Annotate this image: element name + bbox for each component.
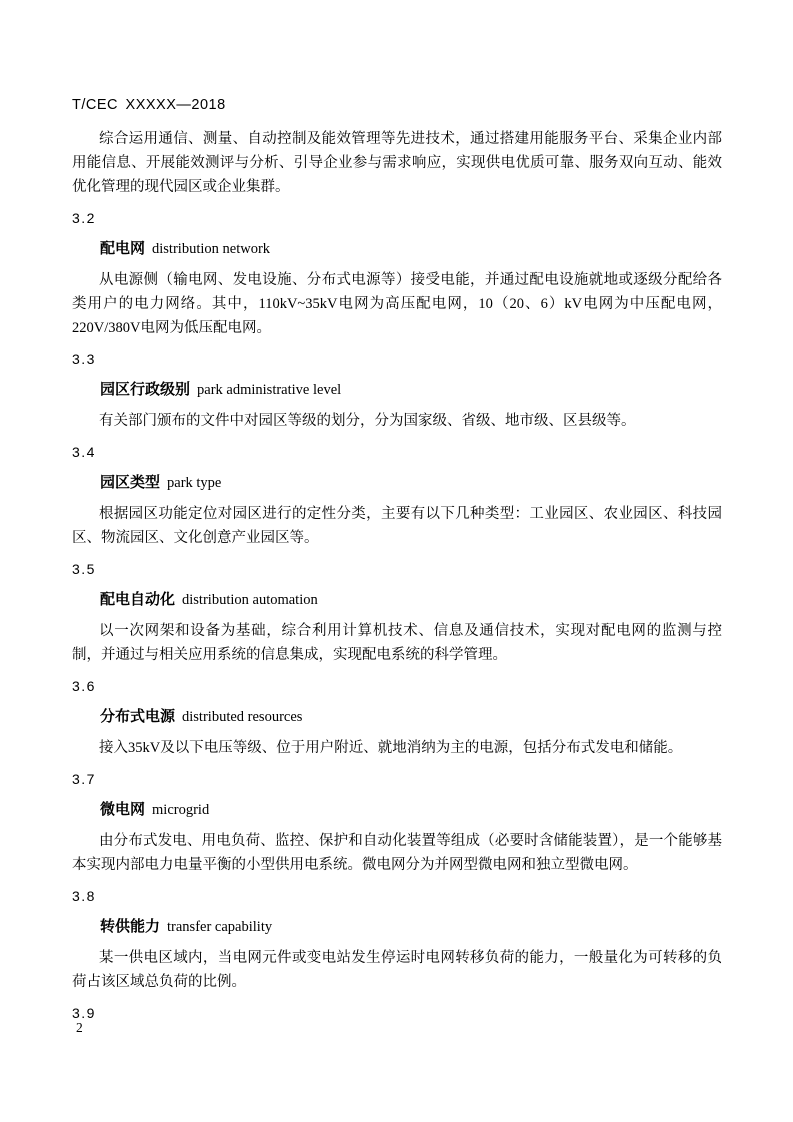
definition-3-2: 从电源侧（输电网、发电设施、分布式电源等）接受电能，并通过配电设施就地或逐级分配给各类用户的电力网络。其中，110kV~35kV电网为高压配电网，10（20、6）kV电网为中压配电网，220V/380V电网为低压配电网。 xyxy=(72,272,722,336)
term-en: distributed resources xyxy=(182,709,303,725)
definition-3-5: 以一次网架和设备为基础，综合利用计算机技术、信息及通信技术，实现对配电网的监测与控制，并通过与相关应用系统的信息集成，实现配电系统的科学管理。 xyxy=(72,623,722,663)
definition-3-4: 根据园区功能定位对园区进行的定性分类，主要有以下几种类型：工业园区、农业园区、科技园区、物流园区、文化创意产业园区等。 xyxy=(72,506,722,546)
term-heading-3-7 xyxy=(72,798,722,822)
term-heading-3-3 xyxy=(72,378,722,402)
term-heading-3-5 xyxy=(72,588,722,612)
term-en: park administrative level xyxy=(197,382,342,398)
clause-number-3-6: 3.6 xyxy=(72,678,96,694)
term-zh: 配电自动化 xyxy=(100,591,176,608)
term-zh: 园区类型 xyxy=(100,474,161,491)
section-3-2 xyxy=(72,206,722,340)
section-3-6 xyxy=(72,674,722,760)
section-3-3 xyxy=(72,347,722,433)
definition-3-3: 有关部门颁布的文件中对园区等级的划分，分为国家级、省级、地市级、区县级等。 xyxy=(99,413,636,429)
page-content xyxy=(72,96,722,1032)
clause-number-3-5: 3.5 xyxy=(72,561,96,577)
term-zh: 配电网 xyxy=(100,240,146,257)
clause-number-3-9: 3.9 xyxy=(72,1005,96,1021)
section-3-7 xyxy=(72,767,722,877)
section-3-4 xyxy=(72,440,722,550)
term-zh: 微电网 xyxy=(100,801,146,818)
section-3-8 xyxy=(72,884,722,994)
section-3-5 xyxy=(72,557,722,667)
term-zh: 转供能力 xyxy=(100,918,161,935)
term-heading-3-8 xyxy=(72,915,722,939)
term-en: distribution automation xyxy=(182,592,318,608)
clause-number-3-3: 3.3 xyxy=(72,351,96,367)
doc-number-header: T/CEC XXXXX—2018 xyxy=(72,97,226,113)
clause-number-3-2: 3.2 xyxy=(72,210,96,226)
definition-3-7: 由分布式发电、用电负荷、监控、保护和自动化装置等组成（必要时含储能装置），是一个能够基本实现内部电力电量平衡的小型供用电系统。微电网分为并网型微电网和独立型微电网。 xyxy=(72,833,722,873)
term-zh: 园区行政级别 xyxy=(100,381,191,398)
term-heading-3-4 xyxy=(72,471,722,495)
section-3-9 xyxy=(72,1001,722,1025)
term-zh: 分布式电源 xyxy=(100,708,176,725)
term-en: park type xyxy=(167,475,222,491)
term-en: microgrid xyxy=(152,802,210,818)
term-heading-3-6 xyxy=(72,705,722,729)
definition-3-6: 接入35kV及以下电压等级、位于用户附近、就地消纳为主的电源，包括分布式发电和储能。 xyxy=(99,740,683,756)
term-heading-3-2 xyxy=(72,237,722,261)
term-en: transfer capability xyxy=(167,919,273,935)
clause-number-3-8: 3.8 xyxy=(72,888,96,904)
intro-paragraph: 综合运用通信、测量、自动控制及能效管理等先进技术，通过搭建用能服务平台、采集企业内部用能信息、开展能效测评与分析、引导企业参与需求响应，实现供电优质可靠、服务双向互动、能效优化管理的现代园区或企业集群。 xyxy=(72,131,722,195)
clause-number-3-7: 3.7 xyxy=(72,771,96,787)
clause-number-3-4: 3.4 xyxy=(72,444,96,460)
page-number: 2 xyxy=(76,1020,83,1035)
definition-3-8: 某一供电区域内，当电网元件或变电站发生停运时电网转移负荷的能力，一般量化为可转移的负荷占该区域总负荷的比例。 xyxy=(72,950,722,990)
term-en: distribution network xyxy=(152,241,271,257)
